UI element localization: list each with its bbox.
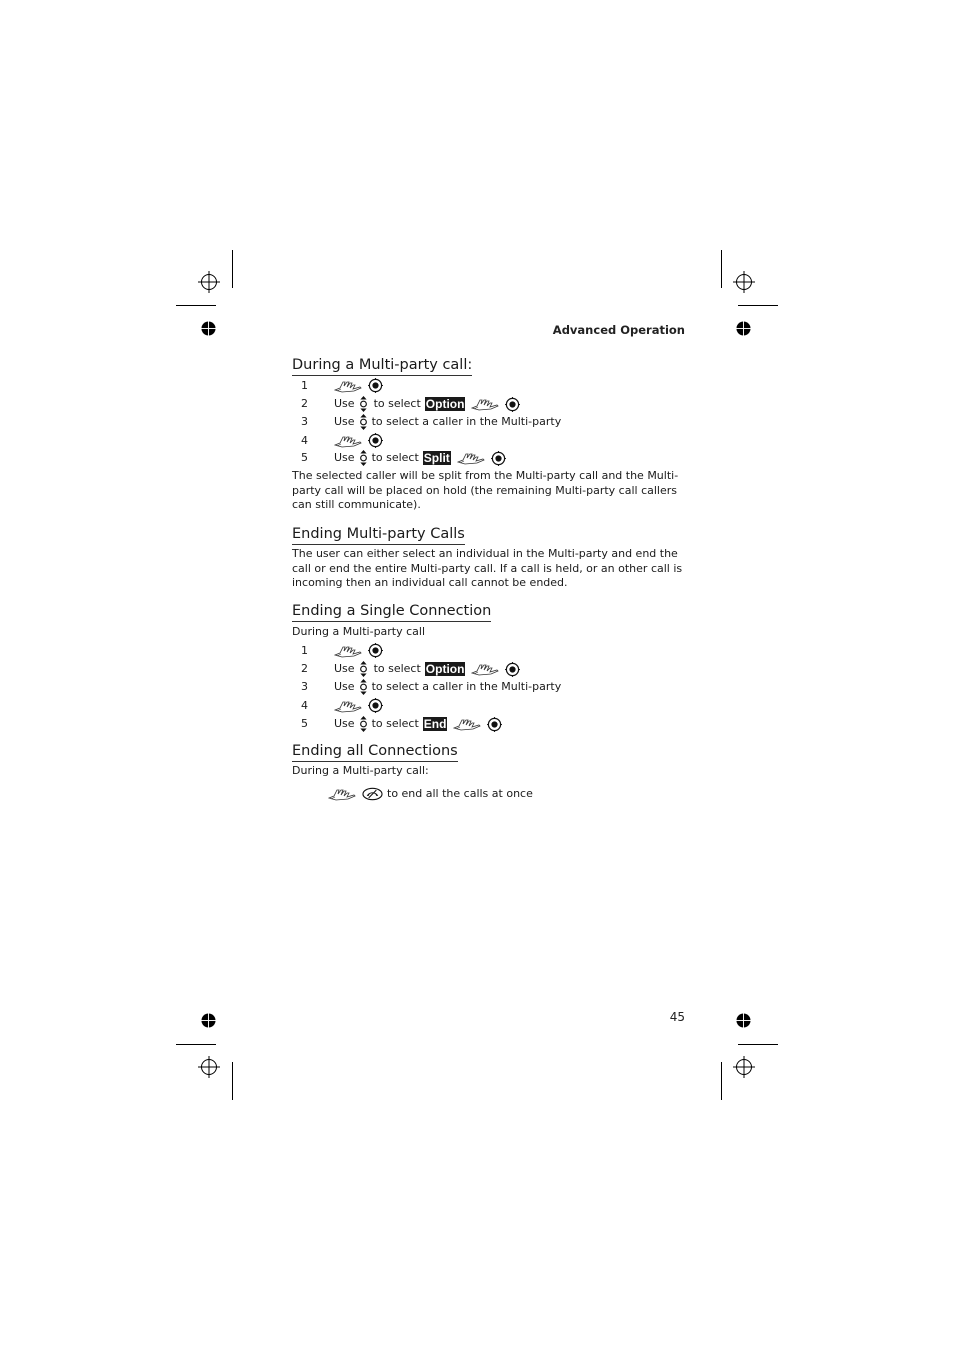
registration-dot-icon: [736, 321, 751, 336]
step-number: 5: [301, 451, 308, 464]
step-number: 2: [301, 397, 308, 410]
step-text: to select: [371, 717, 419, 730]
crop-mark-top-right-h: [738, 305, 778, 306]
step-number: 2: [301, 662, 308, 675]
navigation-key-icon: [359, 661, 368, 677]
step-text: to select: [371, 451, 419, 464]
all-connections-intro: During a Multi-party call:: [292, 764, 429, 777]
ok-key-icon: [505, 397, 520, 412]
section-heading-multiparty: During a Multi-party call:: [292, 357, 472, 376]
running-head: Advanced Operation: [552, 323, 685, 337]
ok-key-icon: [368, 698, 383, 713]
navigation-key-icon: [359, 450, 368, 466]
step-text: Use: [334, 662, 355, 675]
step-number: 4: [301, 434, 308, 447]
step-number: 3: [301, 680, 308, 693]
crop-mark-top-left: [232, 250, 233, 288]
menu-option-label: Option: [425, 397, 465, 411]
navigation-key-icon: [359, 679, 368, 695]
registration-dot-icon: [201, 321, 216, 336]
navigation-key-icon: [359, 414, 368, 430]
crop-mark-bottom-right: [721, 1062, 722, 1100]
section-heading-single-connection: Ending a Single Connection: [292, 603, 491, 622]
hand-press-icon: [328, 787, 356, 801]
page-number: 45: [669, 1010, 685, 1024]
step-text: Use: [334, 680, 355, 693]
crop-mark-bottom-left-h: [176, 1044, 216, 1045]
hand-press-icon: [471, 662, 499, 676]
step-number: 4: [301, 699, 308, 712]
registration-dot-icon: [201, 1013, 216, 1028]
step-text: to select: [373, 397, 421, 410]
registration-mark-icon: [198, 1056, 220, 1078]
step-number: 5: [301, 717, 308, 730]
step-text: Use: [334, 415, 355, 428]
crop-mark-top-left-h: [176, 305, 216, 306]
ok-key-icon: [368, 433, 383, 448]
ok-key-icon: [505, 662, 520, 677]
ending-calls-paragraph: The user can either select an individual in the Multi-party and end the call or end the entire Multi-party call. If a call is held, or an other call is incoming then an individual call cannot be ended.: [292, 547, 683, 590]
step-text: Use: [334, 451, 355, 464]
menu-option-label: End: [423, 717, 447, 731]
menu-option-label: Option: [425, 662, 465, 676]
hand-press-icon: [334, 644, 362, 658]
step-text: Use: [334, 397, 355, 410]
hand-press-icon: [334, 379, 362, 393]
crop-mark-top-right: [721, 250, 722, 288]
section-heading-ending-calls: Ending Multi-party Calls: [292, 526, 465, 545]
step-text: to select a caller in the Multi-party: [371, 680, 562, 693]
hand-press-icon: [334, 699, 362, 713]
crop-mark-bottom-right-h: [738, 1044, 778, 1045]
ok-key-icon: [368, 643, 383, 658]
registration-dot-icon: [736, 1013, 751, 1028]
step-text: Use: [334, 717, 355, 730]
hand-press-icon: [457, 451, 485, 465]
registration-mark-icon: [733, 271, 755, 293]
navigation-key-icon: [359, 396, 368, 412]
ok-key-icon: [368, 378, 383, 393]
step-number: 1: [301, 644, 308, 657]
step-number: 1: [301, 379, 308, 392]
ok-key-icon: [491, 451, 506, 466]
end-call-key-icon: [362, 787, 383, 801]
registration-mark-icon: [198, 271, 220, 293]
step-text: to end all the calls at once: [387, 787, 533, 800]
single-connection-intro: During a Multi-party call: [292, 625, 426, 638]
registration-mark-icon: [733, 1056, 755, 1078]
step-number: 3: [301, 415, 308, 428]
crop-mark-bottom-left: [232, 1062, 233, 1100]
split-note-paragraph: The selected caller will be split from the Multi-party call and the Multi-party call will be placed on hold (the remaining Multi-party call callers can still communicate).: [292, 469, 679, 512]
menu-option-label: Split: [423, 451, 450, 465]
ok-key-icon: [487, 717, 502, 732]
section-heading-all-connections: Ending all Connections: [292, 743, 458, 762]
step-text: to select a caller in the Multi-party: [371, 415, 562, 428]
navigation-key-icon: [359, 716, 368, 732]
hand-press-icon: [453, 717, 481, 731]
step-text: to select: [373, 662, 421, 675]
hand-press-icon: [471, 397, 499, 411]
hand-press-icon: [334, 434, 362, 448]
